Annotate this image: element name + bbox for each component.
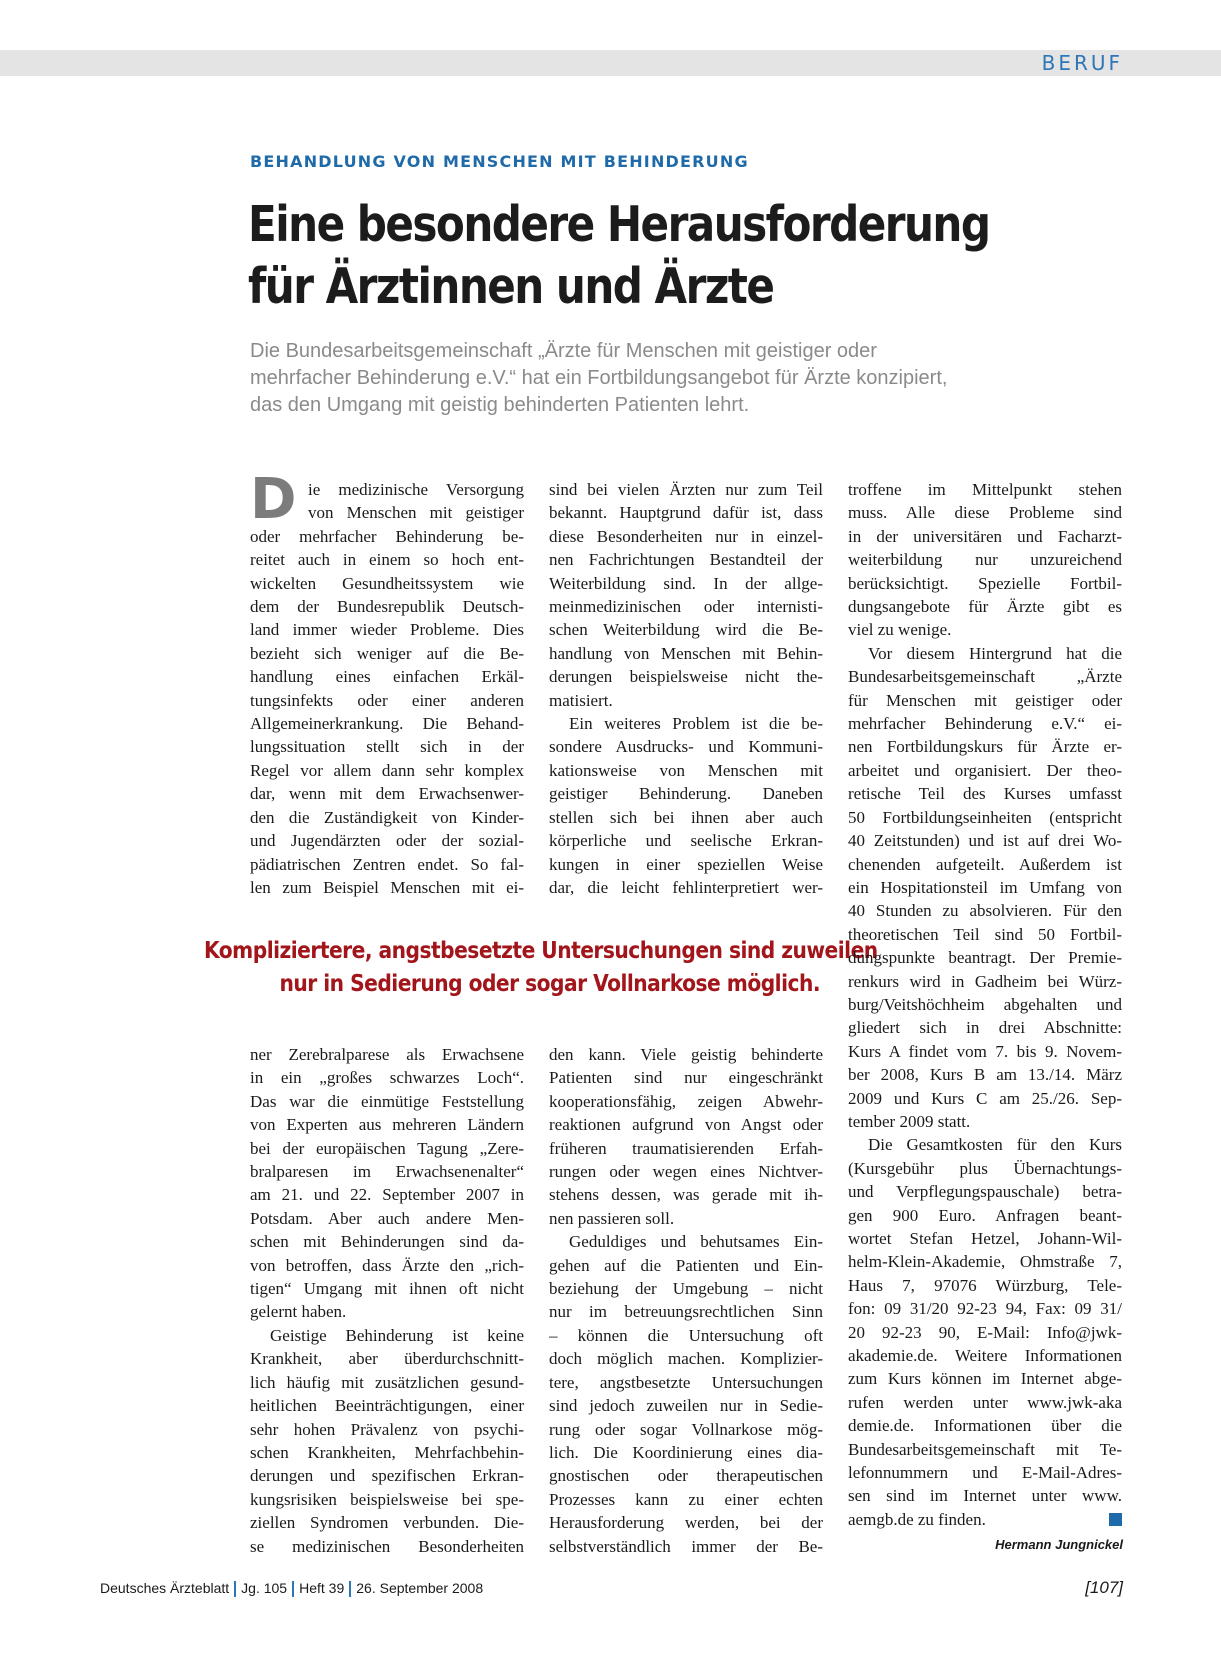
text-line: derungen beispielsweise nicht the- <box>549 667 823 687</box>
text-line: tember 2009 statt. <box>848 1111 971 1131</box>
text-line: wickelten Gesundheitssystem wie <box>250 573 524 593</box>
text-line: reaktionen aufgrund von Angst oder <box>549 1115 823 1135</box>
text-line: dem der Bundesrepublik Deutsch- <box>250 597 524 617</box>
text-line: heitlichen Beeinträchtigungen, einer <box>250 1396 524 1416</box>
text-line: ber 2008, Kurs B am 13./14. März <box>848 1065 1122 1085</box>
text-line: ziellen Syndromen verbunden. Die- <box>250 1513 524 1533</box>
text-line: akademie.de. Weitere Informationen <box>848 1346 1122 1366</box>
divider <box>349 1581 351 1597</box>
pull-quote <box>120 935 878 1001</box>
text-line: nur im betreuungsrechtlichen Sinn <box>549 1302 823 1322</box>
text-line: selbstverständlich immer der Be- <box>549 1536 823 1556</box>
pull-quote-line: Kompliziertere, angstbesetzte Untersuchungen sind zuweilen <box>204 938 878 964</box>
text-line: kungsrisiken beispielsweise bei spe- <box>250 1489 524 1509</box>
text-line: Allgemeinerkrankung. Die Behand- <box>250 714 524 734</box>
text-line: schen Weiterbildung wird die Be- <box>549 620 823 640</box>
text-line: weiterbildung nur unzureichend <box>848 550 1122 570</box>
text-line: sind bei vielen Ärzten nur zum Teil <box>549 480 823 499</box>
text-line: von betroffen, dass Ärzte den „rich- <box>250 1255 524 1275</box>
text-line: stehens dessen, was gerade mit ih- <box>549 1185 823 1205</box>
title-line: für Ärztinnen und Ärzte <box>248 258 774 315</box>
text-line: sondere Ausdrucks- und Kommuni- <box>549 737 823 757</box>
text-line: 20 92-23 90, E-Mail: Info@jwk- <box>848 1322 1122 1342</box>
text-line: dungsangebote für Ärzte gibt es <box>848 597 1122 617</box>
text-line: bekannt. Hauptgrund dafür ist, dass <box>549 503 823 523</box>
text-line: Herausforderung werden, bei der <box>549 1513 823 1533</box>
text-line: tigen“ Umgang mit ihnen oft nicht <box>250 1279 524 1299</box>
text-line: tungsinfekts oder einer anderen <box>250 690 524 710</box>
title-line: Eine besondere Herausforderung <box>248 196 990 253</box>
text-line: für Menschen mit geistiger oder <box>848 690 1122 710</box>
text-line: tere, angstbesetzte Untersuchungen <box>549 1372 823 1392</box>
text-line: ein Hospitationsteil im Umfang von <box>848 877 1122 897</box>
text-line: berücksichtigt. Spezielle Fortbil- <box>848 573 1122 593</box>
text-line: kationsweise von Menschen mit <box>549 760 823 780</box>
text-line: Kurs A findet vom 7. bis 9. Novem- <box>848 1041 1122 1061</box>
text-line: gelernt haben. <box>250 1302 347 1322</box>
text-line: dar, die leicht fehlinterpretiert wer- <box>549 877 823 897</box>
text-line: Das war die einmütige Feststellung <box>250 1091 524 1111</box>
text-line: Geistige Behinderung ist keine <box>270 1325 524 1345</box>
text-line: len zum Beispiel Menschen mit ei- <box>250 877 524 897</box>
text-line: rung oder sogar Vollnarkose mög- <box>549 1419 823 1439</box>
text-line: reitet auch in einem so hoch ent- <box>250 550 524 570</box>
text-line: renkurs wird in Gadheim bei Würz- <box>848 971 1122 991</box>
divider <box>292 1581 294 1597</box>
text-line: theoretischen Teil sind 50 Fortbil- <box>848 924 1122 944</box>
text-line: troffene im Mittelpunkt stehen <box>848 480 1122 499</box>
end-mark-icon <box>1109 1513 1122 1526</box>
text-line: Bundesarbeitsgemeinschaft mit Te- <box>848 1439 1122 1459</box>
text-line: lungssituation stellt sich in der <box>250 737 524 757</box>
text-line: den die Zuständigkeit von Kinder- <box>250 807 524 827</box>
text-line: ner Zerebralparese als Erwachsene <box>250 1045 524 1064</box>
text-line: schen Krankheiten, Mehrfachbehin- <box>250 1442 524 1462</box>
text-line: Ein weiteres Problem ist die be- <box>569 714 823 734</box>
text-line: zum Kurs können im Internet abge- <box>848 1369 1122 1389</box>
text-line: nen Fortbildungskurs für Ärzte er- <box>848 737 1122 757</box>
text-line: dar, wenn mit dem Erwachsenwer- <box>250 784 524 804</box>
text-line: 2009 und Kurs C am 25./26. Sep- <box>848 1088 1122 1108</box>
journal-name: Deutsches Ärzteblatt <box>100 1580 230 1596</box>
issue: Heft 39 <box>299 1580 345 1596</box>
text-line: nen Fachrichtungen Bestandteil der <box>549 550 823 570</box>
text-line: von Experten aus mehreren Ländern <box>250 1115 524 1135</box>
text-line: burg/Veitshöchheim abgehalten und <box>848 994 1122 1014</box>
article-title <box>248 194 1005 318</box>
column-1-bottom <box>250 1043 524 1558</box>
text-line: beziehung der Umgebung – nicht <box>549 1279 823 1299</box>
author-byline: Hermann Jungnickel <box>995 1537 1123 1552</box>
text-line: am 21. und 22. September 2007 in <box>250 1185 524 1205</box>
lead-line: mehrfacher Behinderung e.V.“ hat ein Fortbildungsangebot für Ärzte konzipiert, <box>250 367 948 389</box>
text-line: gen 900 Euro. Anfragen beant- <box>848 1205 1122 1225</box>
article-lead <box>250 338 1070 419</box>
text-line: fon: 09 31/20 92-23 94, Fax: 09 31/ <box>848 1299 1122 1319</box>
text-line: dungspunkte beantragt. Der Premie- <box>848 948 1122 968</box>
text-line: mehrfacher Behinderung e.V.“ ei- <box>848 714 1122 734</box>
column-3 <box>848 478 1122 1531</box>
text-line: bezieht sich weniger auf die Be- <box>250 643 524 663</box>
text-line: handlung von Menschen mit Behin- <box>549 643 823 663</box>
text-line: bralparesen im Erwachsenenalter“ <box>250 1162 524 1182</box>
text-line: den kann. Viele geistig behinderte <box>549 1045 823 1064</box>
column-2-top <box>549 478 823 899</box>
text-line: in der universitären und Facharzt- <box>848 526 1122 546</box>
divider <box>234 1581 236 1597</box>
text-line: Krankheit, aber überdurchschnitt- <box>250 1349 524 1369</box>
text-line: lich. Die Koordinierung eines dia- <box>549 1442 823 1462</box>
text-line: wortet Stefan Hetzel, Johann-Wil- <box>848 1229 1122 1248</box>
text-line: und Verpflegungspauschale) betra- <box>848 1182 1122 1202</box>
text-line: chenenden aufgeteilt. Außerdem ist <box>848 854 1122 874</box>
text-line: Geduldiges und behutsames Ein- <box>569 1232 823 1252</box>
article-kicker: BEHANDLUNG VON MENSCHEN MIT BEHINDERUNG <box>250 152 749 171</box>
text-line: Weiterbildung sind. In der allge- <box>549 573 823 593</box>
section-bar <box>0 50 1221 76</box>
text-line: und Jugendärzten oder der sozial- <box>250 831 524 851</box>
text-line: Patienten sind nur eingeschränkt <box>549 1068 823 1088</box>
text-line: diese Besonderheiten nur in einzel- <box>549 526 823 546</box>
text-line: früheren traumatisierenden Erfah- <box>549 1138 823 1158</box>
lead-line: Die Bundesarbeitsgemeinschaft „Ärzte für Menschen mit geistiger oder <box>250 340 877 362</box>
text-line: von Menschen mit geistiger <box>308 503 524 523</box>
text-line: gnostischen oder therapeutischen <box>549 1466 823 1486</box>
text-line: sen sind im Internet unter www. <box>848 1486 1122 1506</box>
text-line: lefonnummern und E-Mail-Adres- <box>848 1463 1122 1483</box>
text-line: doch möglich machen. Komplizier- <box>549 1349 823 1369</box>
page-number: [107] <box>1085 1578 1123 1597</box>
text-line: muss. Alle diese Probleme sind <box>848 503 1122 523</box>
text-line: lich häufig mit zusätzlichen gesund- <box>250 1372 524 1392</box>
text-line: se medizinischen Besonderheiten <box>250 1536 524 1556</box>
text-line: viel zu wenige. <box>848 620 952 640</box>
text-line: sehr hohen Prävalenz von psychi- <box>250 1419 524 1439</box>
text-line: helm-Klein-Akademie, Ohmstraße 7, <box>848 1252 1122 1272</box>
text-line: 50 Fortbildungseinheiten (entspricht <box>848 807 1122 827</box>
text-line: Die Gesamtkosten für den Kurs <box>868 1135 1122 1155</box>
text-line: land immer wieder Probleme. Dies <box>250 620 524 640</box>
text-line: oder mehrfacher Behinderung be- <box>250 526 524 546</box>
text-line: Haus 7, 97076 Würzburg, Tele- <box>848 1275 1122 1295</box>
text-line: meinmedizinischen oder internisti- <box>549 597 823 617</box>
text-line: 40 Stunden zu absolvieren. Für den <box>848 901 1122 921</box>
text-line: stellen sich bei ihnen aber auch <box>549 807 823 827</box>
column-2-bottom <box>549 1043 823 1558</box>
text-line: rufen werden unter www.jwk-aka <box>848 1392 1122 1412</box>
text-line: matisiert. <box>549 690 613 710</box>
text-line: Vor diesem Hintergrund hat die <box>868 643 1122 663</box>
drop-cap: D <box>250 467 297 532</box>
text-line: gehen auf die Patienten und Ein- <box>549 1255 823 1275</box>
lead-line: das den Umgang mit geistig behinderten Patienten lehrt. <box>250 394 750 416</box>
text-line: arbeitet und organisiert. Der theo- <box>848 760 1122 780</box>
text-line: sind jedoch zuweilen nur in Sedie- <box>549 1396 823 1416</box>
text-line: derungen und spezifischen Erkran- <box>250 1466 524 1486</box>
section-label: BERUF <box>1041 51 1123 75</box>
text-line: aemgb.de zu finden. <box>848 1508 1122 1531</box>
text-line: (Kursgebühr plus Übernachtungs- <box>848 1158 1122 1178</box>
text-line: Prozesses kann zu einer echten <box>549 1489 823 1509</box>
text-line: körperliche und seelische Erkran- <box>549 831 823 851</box>
text-line: 40 Zeitstunden) und ist auf drei Wo- <box>848 831 1122 851</box>
column-1-top <box>250 467 524 899</box>
issue-date: 26. September 2008 <box>356 1580 484 1596</box>
text-line: geistiger Behinderung. Daneben <box>549 784 823 804</box>
text-line: kungen in einer speziellen Weise <box>549 854 823 874</box>
text-line: Bundesarbeitsgemeinschaft „Ärzte <box>848 667 1122 687</box>
footer-citation <box>100 1580 483 1597</box>
text-line: Potsdam. Aber auch andere Men- <box>250 1208 524 1228</box>
text-line: – können die Untersuchung oft <box>549 1325 823 1345</box>
text-line: handlung eines einfachen Erkäl- <box>250 667 524 687</box>
text-line: retische Teil des Kurses umfasst <box>848 784 1122 804</box>
text-line: in ein „großes schwarzes Loch“. <box>250 1068 524 1088</box>
text-line: gliedert sich in drei Abschnitte: <box>848 1018 1122 1038</box>
text-line: Regel vor allem dann sehr komplex <box>250 760 524 780</box>
text-line: demie.de. Informationen über die <box>848 1416 1122 1436</box>
text-line: rungen oder wegen eines Nichtver- <box>549 1162 823 1182</box>
text-line: pädiatrischen Zentren endet. So fal- <box>250 854 524 874</box>
pull-quote-line: nur in Sedierung oder sogar Vollnarkose möglich. <box>279 971 821 997</box>
volume: Jg. 105 <box>241 1580 288 1596</box>
text-line: nen passieren soll. <box>549 1208 675 1228</box>
text-line: schen mit Behinderungen sind da- <box>250 1232 524 1252</box>
text-line: kooperationsfähig, zeigen Abwehr- <box>549 1091 823 1111</box>
text-line: ie medizinische Versorgung <box>308 480 524 499</box>
text-line: bei der europäischen Tagung „Zere- <box>250 1138 524 1158</box>
